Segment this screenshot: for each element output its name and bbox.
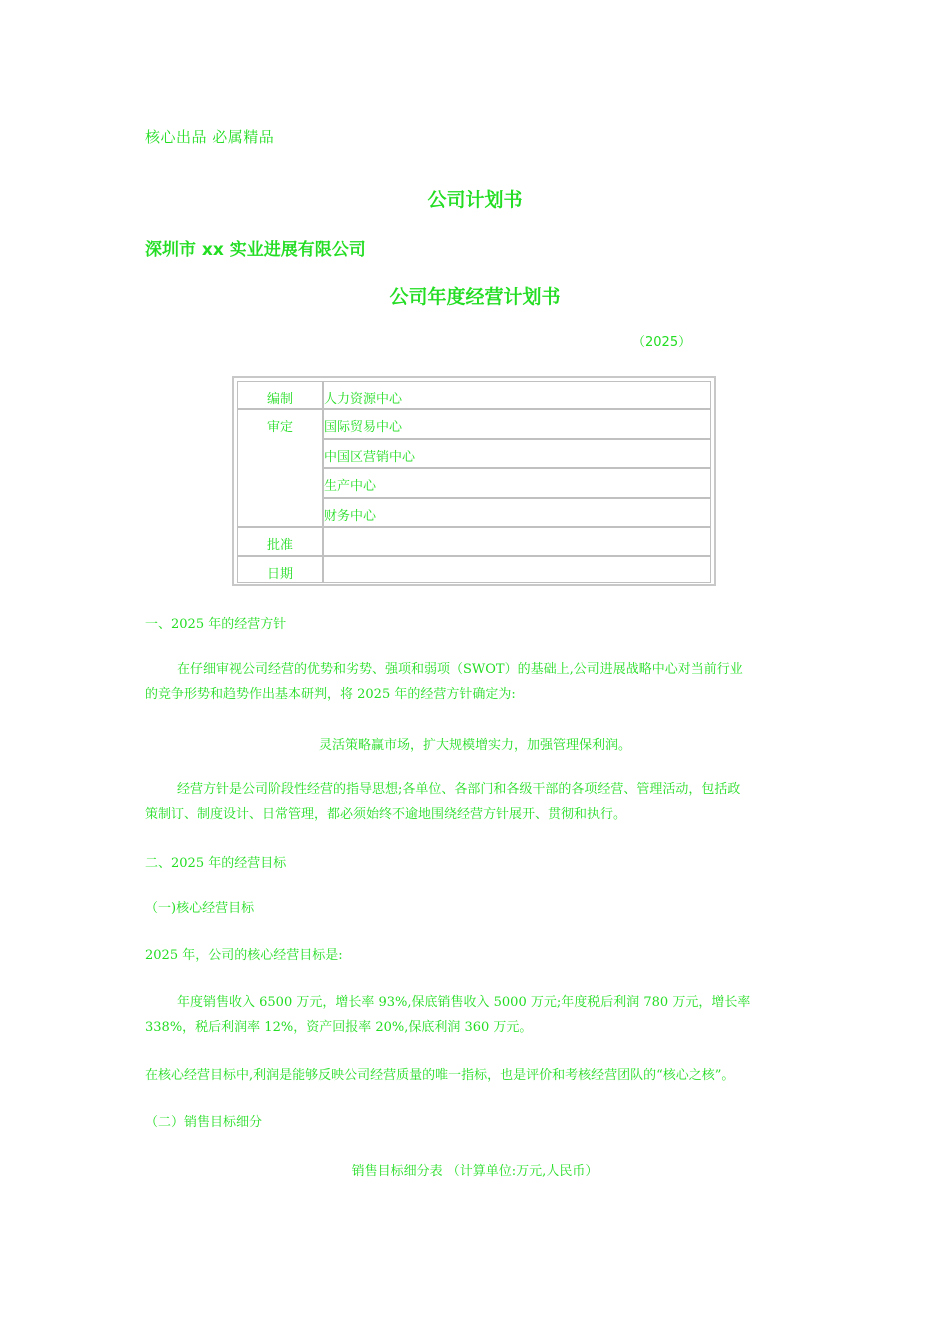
core-goals-targets-line: 年度销售收入 6500 万元，增长率 93%,保底销售收入 5000 万元;年度税后利润 780 万元，增长率 <box>177 995 751 1010</box>
policy-paragraph-line: 在仔细审视公司经营的优势和劣势、强项和弱项（SWOT）的基础上,公司进展战略中心对当前行业 <box>177 662 743 677</box>
approval-value: 生产中心 <box>324 479 377 494</box>
sales-table-caption: 销售目标细分表 （计算单位:万元,人民币） <box>351 1164 599 1179</box>
approval-value-cell <box>323 468 711 498</box>
approval-value-cell <box>323 409 711 439</box>
policy-motto: 灵活策略赢市场，扩大规模增实力，加强管理保利润。 <box>318 738 631 753</box>
approval-table <box>232 376 716 586</box>
approval-label-cell <box>237 409 323 527</box>
header-tag: 核心出品 必属精品 <box>145 128 275 146</box>
subsection-sales-breakdown: （二）销售目标细分 <box>145 1115 263 1130</box>
subsection-core-goals: （一)核心经营目标 <box>145 901 255 916</box>
approval-value-cell <box>323 498 711 527</box>
core-goals-targets-line: 338%，税后利润率 12%，资产回报率 20%,保底利润 360 万元。 <box>145 1020 533 1035</box>
section-heading-policy: 一、2025 年的经营方针 <box>145 617 287 632</box>
plan-title: 公司年度经营计划书 <box>389 286 561 308</box>
plan-year: （2025） <box>632 335 692 350</box>
approval-label-cell <box>237 556 323 583</box>
section-heading-goals: 二、2025 年的经营目标 <box>145 856 287 871</box>
approval-value: 国际贸易中心 <box>324 420 403 435</box>
policy-explanation-line: 经营方针是公司阶段性经营的指导思想;各单位、各部门和各级干部的各项经营、管理活动，包括政 <box>177 782 741 797</box>
approval-value: 人力资源中心 <box>324 392 403 407</box>
approval-label: 日期 <box>266 567 293 582</box>
approval-label: 审定 <box>266 420 293 435</box>
approval-value-cell <box>323 556 711 583</box>
doc-title: 公司计划书 <box>427 189 523 211</box>
approval-label: 批准 <box>266 538 293 553</box>
approval-value-cell <box>323 527 711 556</box>
approval-label: 编制 <box>266 392 293 407</box>
approval-label-cell <box>237 381 323 409</box>
policy-paragraph-line: 的竞争形势和趋势作出基本研判，将 2025 年的经营方针确定为: <box>145 687 516 702</box>
company-name: 深圳市 xx 实业进展有限公司 <box>145 240 366 260</box>
policy-explanation-line: 策制订、制度设计、日常管理，都必须始终不逾地围绕经营方针展开、贯彻和执行。 <box>145 807 627 822</box>
approval-value: 财务中心 <box>324 509 377 524</box>
approval-value-cell <box>323 381 711 409</box>
core-goals-intro: 2025 年，公司的核心经营目标是: <box>145 948 343 963</box>
profit-note: 在核心经营目标中,利润是能够反映公司经营质量的唯一指标，也是评价和考核经营团队的“核心之核”。 <box>145 1068 735 1083</box>
approval-value: 中国区营销中心 <box>324 450 416 465</box>
approval-value-cell <box>323 439 711 468</box>
approval-label-cell <box>237 527 323 556</box>
